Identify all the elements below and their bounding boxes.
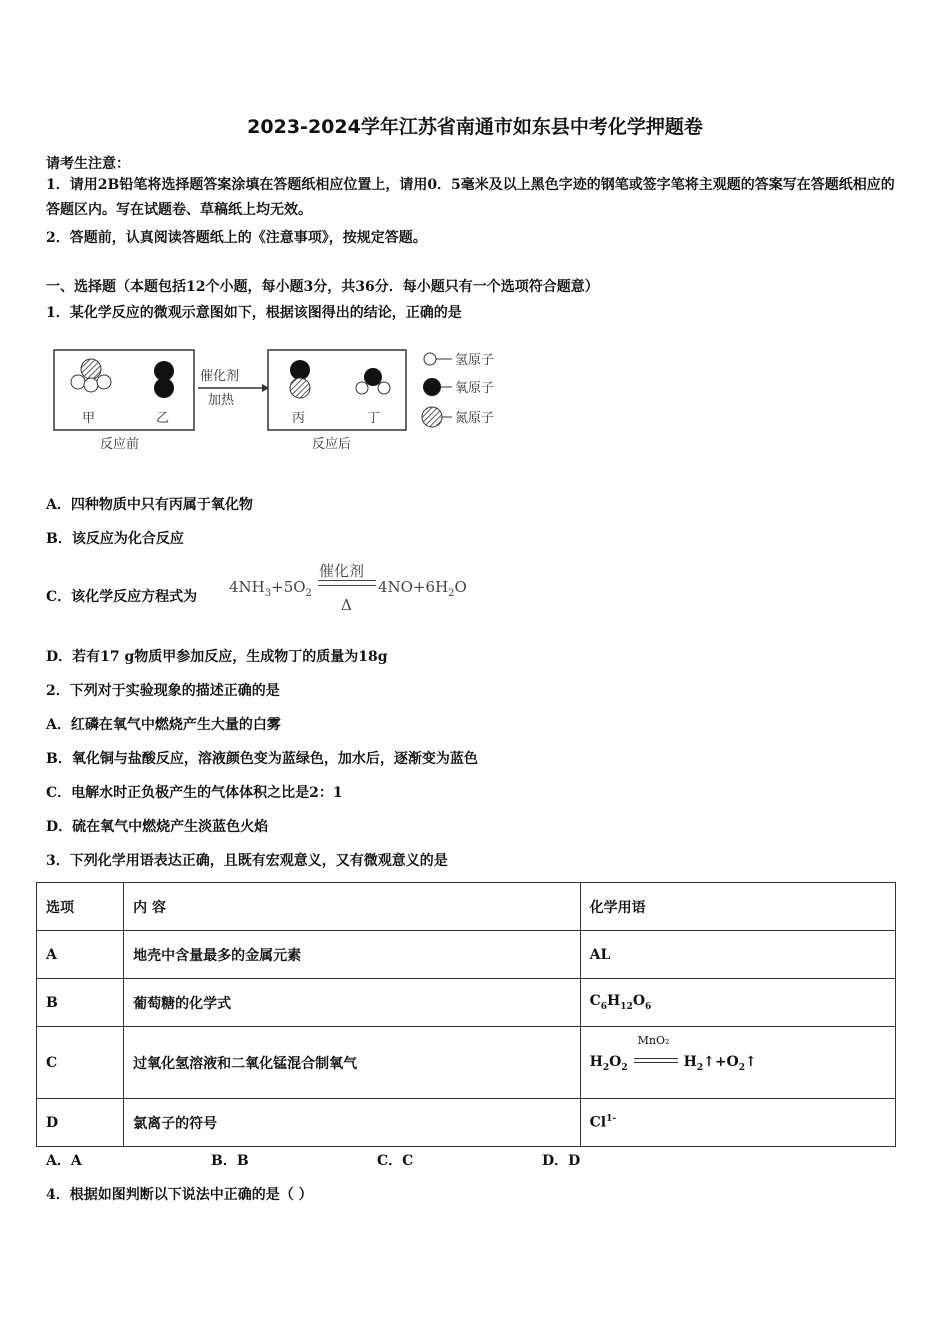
q1-option-d[interactable]: D．若有17 g物质甲参加反应，生成物丁的质量为18g [46,649,388,665]
exam-page: 2023-2024学年江苏省南通市如东县中考化学押题卷 请考生注意： 1．请用2B铅笔将选择题答案涂填在答题纸相应位置上，请用0．5毫米及以上黑色字迹的钢笔或签字笔将主观题的答案写在答题纸相应的答题区内。写在试题卷、草稿纸上均无效。 2．答题前，认真阅读答题纸上的《注意事项》，按规定答题。 一、选择题（本题包括12个小题，每小题3分，共36分．每小题只有一个选项符合题意） 1．某化学反应的微观示意图如下，根据该图得出的结论，正确的是 甲 乙 反应前 催化剂 加热 丙 丁 反应后 氢原子 氧原子 氮原子 A．四种物质中只有丙属于氧化物 B．该反应为化合反应 C．该化学反应方程式为 $4NH_3+5O_2$ 催化剂 Δ $4NO+6H_2O$ D．若有17 g物质甲参加反应，生成物丁的质量为18g 2．下列对于实验现象的描述正确的是 A．红磷在氧气中燃烧产生大量的白雾 B．氧化铜与盐酸反应，溶液颜色变为蓝绿色，加水后，逐渐变为蓝色 C．电解水时正负极产生的气体体积之比是2：1 D．硫在氧气中燃烧产生淡蓝色火焰 3．下列化学用语表达正确，且既有宏观意义，又有微观意义的是 选项 内 容 化学用语 A 地壳中含量最多的金属元素 AL B 葡萄糖的化学式 $C_6H_{12}O_6$ C 过氧化氢溶液和二氧化锰混合制氧气 $H_2O_2$ MnO₂ $H_2↑+O_2↑$ D 氯离子的符号 $Cl^{1-}$ A．A B．B C．C D．D 4．根据如图判断以下说法中正确的是（ ） [0,0,950,1344]
chloride-symbol: $Cl^{1-}$ [580,1099,895,1147]
question-3-stem: 3．下列化学用语表达正确，且既有宏观意义，又有微观意义的是 [46,853,448,869]
label-bing: 丙 [292,411,306,426]
equation-equals-bars [318,580,376,586]
legend-hydrogen-label: 氢原子 [455,353,495,368]
table-row: C 过氧化氢溶液和二氧化锰混合制氧气 $H_2O_2$ MnO₂ $H_2↑+O_2↑$ [37,1027,896,1099]
question-4-stem: 4．根据如图判断以下说法中正确的是（ ） [46,1187,313,1203]
molecule-jia-icon [71,359,111,392]
q1-option-a[interactable]: A．四种物质中只有丙属于氧化物 [46,497,253,513]
header-option: 选项 [37,883,124,931]
q2-option-a[interactable]: A．红磷在氧气中燃烧产生大量的白雾 [46,717,281,733]
reaction-diagram [48,344,518,456]
page-title: 2023-2024学年江苏省南通市如东县中考化学押题卷 [247,116,703,138]
molecule-bing-icon [290,360,310,398]
molecule-ding-icon [356,368,390,394]
decomposition-equation: $H_2O_2$ MnO₂ $H_2↑+O_2↑$ [580,1027,895,1099]
q3-answer-b[interactable]: B．B [211,1153,249,1169]
mno2-condition: MnO₂ [634,1052,678,1072]
label-catalyst: 催化剂 [200,369,240,384]
q3-answer-c[interactable]: C．C [377,1153,414,1169]
q3-answer-a[interactable]: A．A [46,1153,82,1169]
label-jia: 甲 [82,411,96,426]
notice-heading: 请考生注意： [46,156,130,172]
notice-item-2: 2．答题前，认真阅读答题纸上的《注意事项》，按规定答题。 [46,230,427,246]
label-before: 反应前 [100,437,140,452]
label-heat: 加热 [208,393,235,408]
table-row: A 地壳中含量最多的金属元素 AL [37,931,896,979]
q1-option-c-label: C．该化学反应方程式为 [46,589,198,605]
legend-nitrogen-label: 氮原子 [455,411,495,426]
q3-table [36,882,896,1147]
q3-answer-d[interactable]: D．D [542,1153,581,1169]
q2-option-c[interactable]: C．电解水时正负极产生的气体体积之比是2：1 [46,785,343,801]
q1-option-b[interactable]: B．该反应为化合反应 [46,531,184,547]
notice-item-1: 1．请用2B铅笔将选择题答案涂填在答题纸相应位置上，请用0．5毫米及以上黑色字迹的钢笔或签字笔将主观题的答案写在答题纸相应的答题区内。写在试题卷、草稿纸上均无效。 [46,177,895,218]
equation-delta: Δ [341,596,352,614]
question-2-stem: 2．下列对于实验现象的描述正确的是 [46,683,280,699]
section-heading: 一、选择题（本题包括12个小题，每小题3分，共36分．每小题只有一个选项符合题意） [46,279,599,295]
table-row: B 葡萄糖的化学式 $C_6H_{12}O_6$ [37,979,896,1027]
glucose-formula: $C_6H_{12}O_6$ [580,979,895,1027]
q2-option-d[interactable]: D．硫在氧气中燃烧产生淡蓝色火焰 [46,819,269,835]
table-header-row [37,883,896,931]
molecule-yi-icon [154,361,174,398]
header-formula: 化学用语 [580,883,895,931]
legend-hydrogen [424,353,494,368]
label-after: 反应后 [312,437,352,452]
label-yi: 乙 [156,411,170,426]
question-1-stem: 1．某化学反应的微观示意图如下，根据该图得出的结论，正确的是 [46,305,462,321]
legend-oxygen-label: 氧原子 [455,381,495,396]
table-row: D 氯离子的符号 $Cl^{1-}$ [37,1099,896,1147]
legend-nitrogen [422,407,494,427]
legend-oxygen [423,378,494,396]
label-ding: 丁 [367,411,381,426]
header-content: 内 容 [124,883,581,931]
q2-option-b[interactable]: B．氧化铜与盐酸反应，溶液颜色变为蓝绿色，加水后，逐渐变为蓝色 [46,751,478,767]
equation-catalyst: 催化剂 [319,562,365,580]
